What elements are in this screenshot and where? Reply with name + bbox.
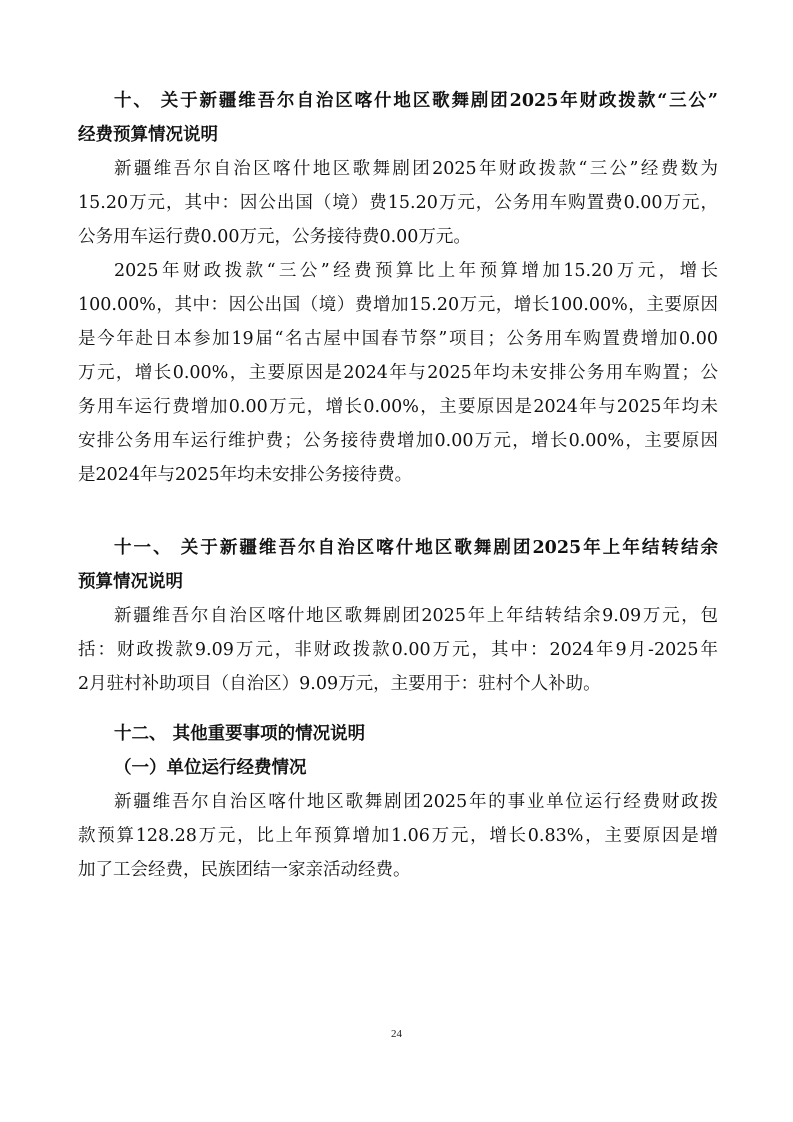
section-10-heading-line-1: 十、 关于新疆维吾尔自治区喀什地区歌舞剧团2025年财政拨款“三公”	[114, 91, 718, 111]
section-12-p1-line-3: 加了工会经费，民族团结一家亲活动经费。	[78, 860, 411, 880]
section-12	[78, 717, 718, 887]
section-11-p1-line-1: 新疆维吾尔自治区喀什地区歌舞剧团2025年上年结转结余9.09万元，包	[114, 606, 718, 626]
section-10-heading-line-2: 经费预算情况说明	[78, 125, 218, 145]
section-12-p1-line-1: 新疆维吾尔自治区喀什地区歌舞剧团2025年的事业单位运行经费财政拨	[114, 792, 718, 812]
page-number: 24	[391, 1028, 402, 1040]
section-12-p1-line-2: 款预算128.28万元，比上年预算增加1.06万元，增长0.83%，主要原因是增	[78, 826, 718, 846]
section-10-p1-line-2: 15.20万元，其中：因公出国（境）费15.20万元，公务用车购置费0.00万元，	[78, 193, 718, 213]
section-10-p2-line-5: 务用车运行费增加0.00万元，增长0.00%，主要原因是2024年与2025年均未	[78, 397, 718, 417]
section-11	[78, 531, 718, 701]
section-11-p1-line-3: 2月驻村补助项目（自治区）9.09万元，主要用于：驻村个人补助。	[78, 674, 601, 694]
section-10-p1-line-1: 新疆维吾尔自治区喀什地区歌舞剧团2025年财政拨款“三公”经费数为	[114, 159, 718, 179]
section-10-p2-line-2: 100.00%，其中：因公出国（境）费增加15.20万元，增长100.00%，主要原因	[78, 295, 718, 315]
section-10-p2-line-1: 2025年财政拨款“三公”经费预算比上年预算增加15.20万元，增长	[114, 261, 718, 281]
section-10-p2-line-3: 是今年赴日本参加19届“名古屋中国春节祭”项目；公务用车购置费增加0.00	[78, 329, 718, 349]
section-10-p1-line-3: 公务用车运行费0.00万元，公务接待费0.00万元。	[78, 227, 471, 247]
section-11-heading-line-1: 十一、 关于新疆维吾尔自治区喀什地区歌舞剧团2025年上年结转结余	[114, 538, 718, 558]
section-10	[78, 84, 718, 492]
section-12-heading: 十二、 其他重要事项的情况说明	[114, 724, 366, 744]
section-11-p1-line-2: 括：财政拨款9.09万元，非财政拨款0.00万元，其中：2024年9月-2025年	[78, 640, 718, 660]
section-10-p2-line-6: 安排公务用车运行维护费；公务接待费增加0.00万元，增长0.00%，主要原因	[78, 431, 718, 451]
section-12-subheading: （一）单位运行经费情况	[114, 758, 307, 778]
section-10-p2-line-7: 是2024年与2025年均未安排公务接待费。	[78, 465, 413, 485]
section-11-heading-line-2: 预算情况说明	[78, 572, 183, 592]
section-10-p2-line-4: 万元，增长0.00%，主要原因是2024年与2025年均未安排公务用车购置；公	[78, 363, 718, 383]
